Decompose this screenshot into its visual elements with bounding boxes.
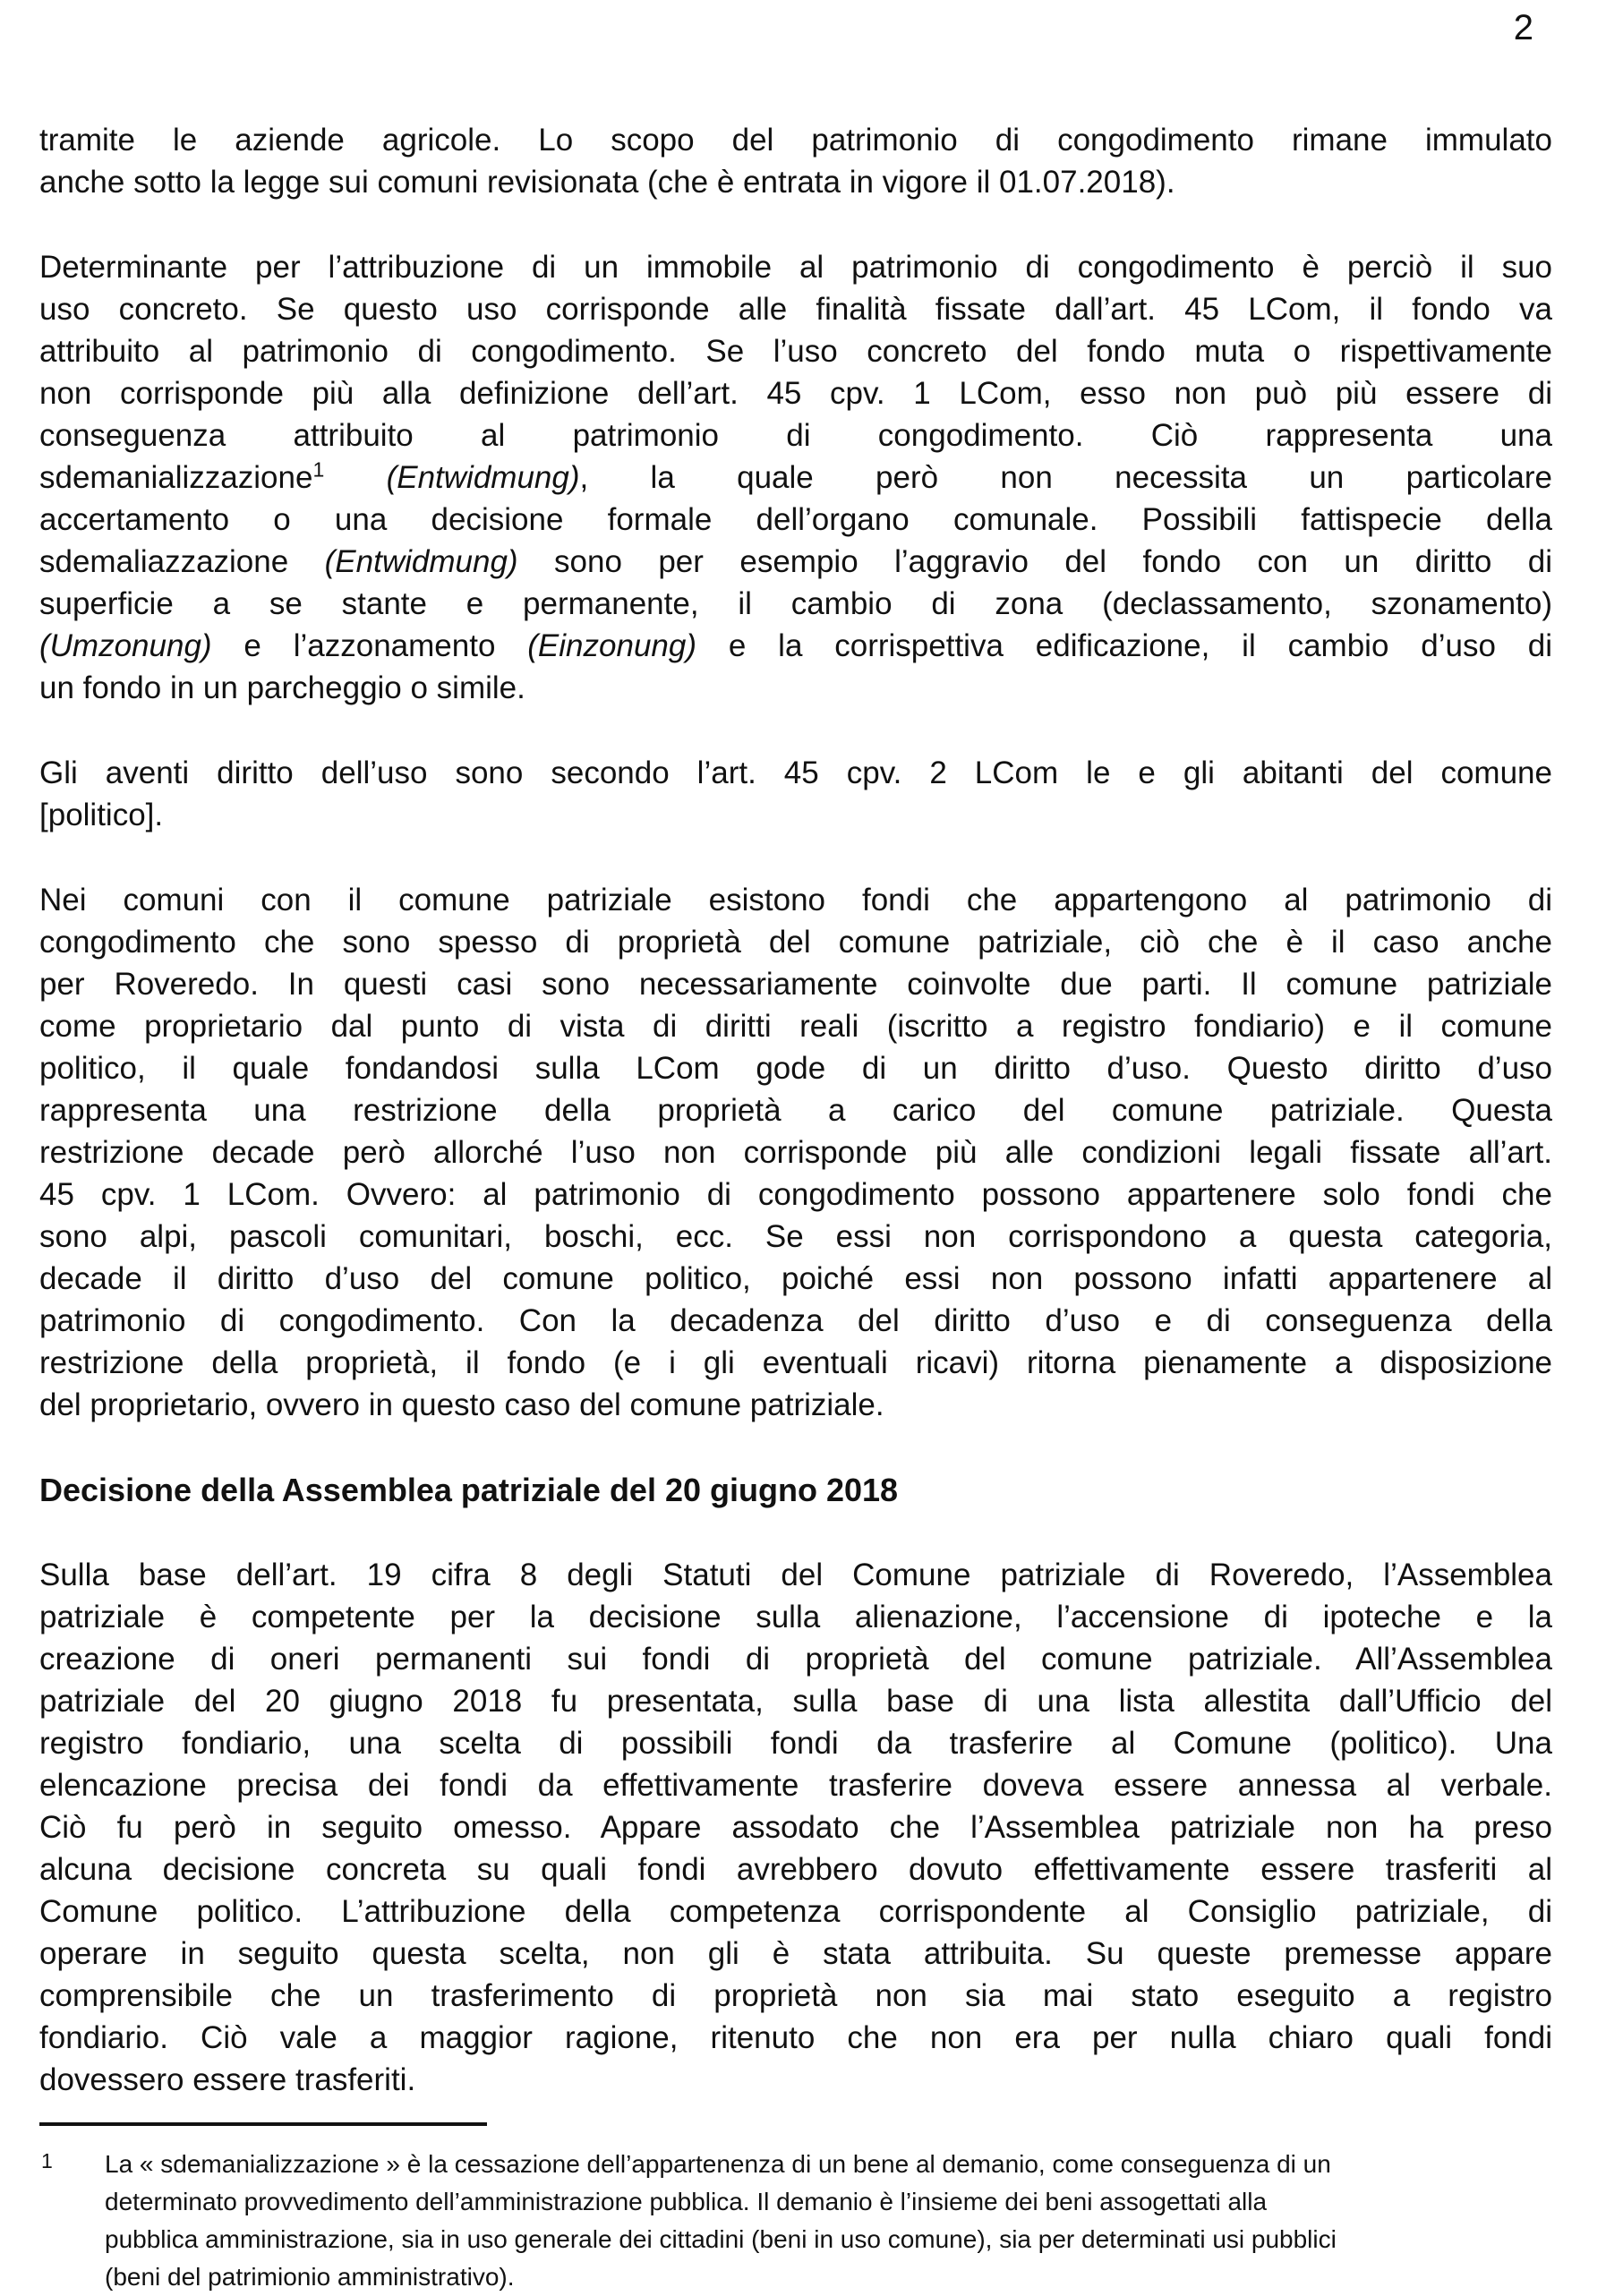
text-segment: politico, il quale fondandosi sulla LCom gode di un diritto d’uso. Questo diritto d’uso [39, 1051, 1552, 1086]
text-segment: (Einzonung) [527, 628, 697, 663]
text-line [39, 1258, 1552, 1300]
text-segment: Ciò fu però in seguito omesso. Appare assodato che l’Assemblea patriziale non ha preso [39, 1810, 1552, 1845]
document-body [39, 119, 1552, 2144]
text-segment: elencazione precisa dei fondi da effettivamente trasferire doveva essere annessa al verbale. [39, 1768, 1552, 1803]
text-segment: Determinante per l’attribuzione di un immobile al patrimonio di congodimento è perciò il suo [39, 250, 1552, 285]
text-segment: e l’azzonamento [211, 628, 528, 663]
text-line [39, 667, 1552, 709]
text-segment: dovessero essere trasferiti. [39, 2062, 416, 2097]
paragraph-5 [39, 1554, 1552, 2101]
text-segment: sdemaliazzazione [39, 544, 325, 579]
text-segment: creazione di oneri permanenti sui fondi di proprietà del comune patriziale. All’Assemblea [39, 1642, 1552, 1677]
text-line [39, 119, 1552, 161]
text-segment: [politico]. [39, 798, 164, 832]
paragraph-4 [39, 879, 1552, 1426]
footnote-line: pubblica amministrazione, sia in uso generale dei cittadini (beni in uso comune), sia per determinati usi pubblici [105, 2225, 1337, 2253]
text-segment: conseguenza attribuito al patrimonio di congodimento. Ciò rappresenta una [39, 418, 1552, 453]
text-segment: rappresenta una restrizione della proprietà a carico del comune patriziale. Questa [39, 1093, 1552, 1128]
text-segment: anche sotto la legge sui comuni revisionata (che è entrata in vigore il 01.07.2018). [39, 165, 1175, 200]
text-segment: (Umzonung) [39, 628, 212, 663]
text-segment: Decisione della Assemblea patriziale del 20 giugno 2018 [39, 1472, 899, 1508]
text-segment: uso concreto. Se questo uso corrisponde alle finalità fissate dall’art. 45 LCom, il fondo va [39, 292, 1552, 327]
text-line [39, 1469, 1552, 1511]
text-line [39, 1554, 1552, 1596]
text-segment: (Entwidmung) [386, 460, 580, 495]
text-line [39, 1174, 1552, 1216]
text-segment: tramite le aziende agricole. Lo scopo del patrimonio di congodimento rimane immulato [39, 123, 1552, 158]
text-segment: e la corrispettiva edificazione, il cambio d’uso di [696, 628, 1552, 663]
text-line [39, 1131, 1552, 1174]
text-line [39, 879, 1552, 921]
text-line [39, 2017, 1552, 2059]
text-segment: accertamento o una decisione formale dell’organo comunale. Possibili fattispecie della [39, 502, 1552, 537]
text-segment: sdemanializzazione [39, 460, 313, 495]
text-line [39, 457, 1552, 499]
text-segment: , la quale però non necessita un particolare [579, 460, 1552, 495]
text-segment: patriziale del 20 giugno 2018 fu presentata, sulla base di una lista allestita dall’Ufficio del [39, 1684, 1552, 1719]
text-segment: 1 [312, 457, 325, 482]
text-line [39, 1680, 1552, 1722]
text-segment: patrimonio di congodimento. Con la decadenza del diritto d’uso e di conseguenza della [39, 1303, 1552, 1338]
text-segment: Gli aventi diritto dell’uso sono secondo l’art. 45 cpv. 2 LCom le e gli abitanti del comune [39, 755, 1552, 790]
text-line [39, 1722, 1552, 1764]
footnote-line: La « sdemanializzazione » è la cessazione dell’appartenenza di un bene al demanio, come conseguenza di un [105, 2150, 1331, 2178]
text-segment: (Entwidmung) [324, 544, 518, 579]
text-line [39, 2059, 1552, 2101]
text-segment [324, 460, 386, 495]
text-line [39, 288, 1552, 330]
text-line [39, 963, 1552, 1005]
text-segment: per Roveredo. In questi casi sono necessariamente coinvolte due parti. Il comune patriziale [39, 967, 1552, 1002]
text-line [39, 246, 1552, 288]
text-line [39, 1300, 1552, 1342]
paragraph-3 [39, 752, 1552, 836]
footnote-body [39, 2146, 1552, 2296]
text-line [39, 1384, 1552, 1426]
text-line [39, 1638, 1552, 1680]
text-segment: Nei comuni con il comune patriziale esistono fondi che appartengono al patrimonio di [39, 883, 1552, 918]
section-heading [39, 1469, 1552, 1511]
text-segment: superficie a se stante e permanente, il cambio di zona (declassamento, szonamento) [39, 586, 1552, 621]
text-line [39, 921, 1552, 963]
text-line [39, 1005, 1552, 1047]
footnote-lines [105, 2146, 1552, 2296]
text-line [39, 499, 1552, 541]
text-line [39, 752, 1552, 794]
text-segment: restrizione decade però allorché l’uso non corrisponde più alle condizioni legali fissate all’art. [39, 1135, 1552, 1170]
text-segment: 45 cpv. 1 LCom. Ovvero: al patrimonio di congodimento possono appartenere solo fondi che [39, 1177, 1552, 1212]
text-segment: registro fondiario, una scelta di possibili fondi da trasferire al Comune (politico). Una [39, 1726, 1552, 1761]
text-line [39, 1047, 1552, 1089]
text-line [39, 1891, 1552, 1933]
text-line [39, 1764, 1552, 1806]
footnote-rule [39, 2122, 487, 2126]
text-segment: congodimento che sono spesso di proprietà del comune patriziale, ciò che è il caso anche [39, 925, 1552, 960]
text-line [39, 1342, 1552, 1384]
text-segment: patriziale è competente per la decisione sulla alienazione, l’accensione di ipoteche e la [39, 1600, 1552, 1635]
text-line [39, 1596, 1552, 1638]
text-line [39, 330, 1552, 372]
page-number: 2 [1513, 8, 1533, 47]
footnote-line: determinato provvedimento dell’amministrazione pubblica. Il demanio è l’insieme dei beni assogettati alla [105, 2188, 1268, 2215]
text-line [39, 1848, 1552, 1891]
text-segment: Comune politico. L’attribuzione della competenza corrispondente al Consiglio patriziale, di [39, 1894, 1552, 1929]
text-line [39, 625, 1552, 667]
text-line [39, 1933, 1552, 1975]
text-segment: come proprietario dal punto di vista di diritti reali (iscritto a registro fondiario) e il comune [39, 1009, 1552, 1044]
text-line [39, 414, 1552, 457]
text-segment: decade il diritto d’uso del comune politico, poiché essi non possono infatti appartenere al [39, 1261, 1552, 1296]
text-segment: attribuito al patrimonio di congodimento. Se l’uso concreto del fondo muta o rispettivamente [39, 334, 1552, 369]
text-line [39, 1216, 1552, 1258]
text-line [39, 161, 1552, 203]
text-segment: restrizione della proprietà, il fondo (e i gli eventuali ricavi) ritorna pienamente a disposizione [39, 1345, 1552, 1380]
text-segment: non corrisponde più alla definizione dell’art. 45 cpv. 1 LCom, esso non può più essere di [39, 376, 1552, 411]
footnote-line: (beni del patrimionio amministrativo). [105, 2263, 515, 2291]
text-segment: fondiario. Ciò vale a maggior ragione, ritenuto che non era per nulla chiaro quali fondi [39, 2020, 1552, 2055]
footnote-marker: 1 [41, 2149, 53, 2172]
text-line [39, 1806, 1552, 1848]
text-line [39, 1089, 1552, 1131]
paragraph-1 [39, 119, 1552, 203]
text-line [39, 583, 1552, 625]
text-segment: operare in seguito questa scelta, non gli è stata attribuita. Su queste premesse appare [39, 1936, 1552, 1971]
text-segment: un fondo in un parcheggio o simile. [39, 670, 525, 705]
text-segment: sono per esempio l’aggravio del fondo con un diritto di [517, 544, 1552, 579]
text-segment: comprensibile che un trasferimento di proprietà non sia mai stato eseguito a registro [39, 1978, 1552, 2013]
text-segment: sono alpi, pascoli comunitari, boschi, ecc. Se essi non corrispondono a questa categoria, [39, 1219, 1552, 1254]
text-segment: alcuna decisione concreta su quali fondi avrebbero dovuto effettivamente essere trasferiti al [39, 1852, 1552, 1887]
text-segment: Sulla base dell’art. 19 cifra 8 degli Statuti del Comune patriziale di Roveredo, l’Assemblea [39, 1558, 1552, 1592]
text-line [39, 1975, 1552, 2017]
paragraph-2 [39, 246, 1552, 709]
text-line [39, 372, 1552, 414]
text-line [39, 541, 1552, 583]
text-segment: del proprietario, ovvero in questo caso del comune patriziale. [39, 1387, 884, 1422]
text-line [39, 794, 1552, 836]
footnote-section [39, 2122, 1552, 2296]
